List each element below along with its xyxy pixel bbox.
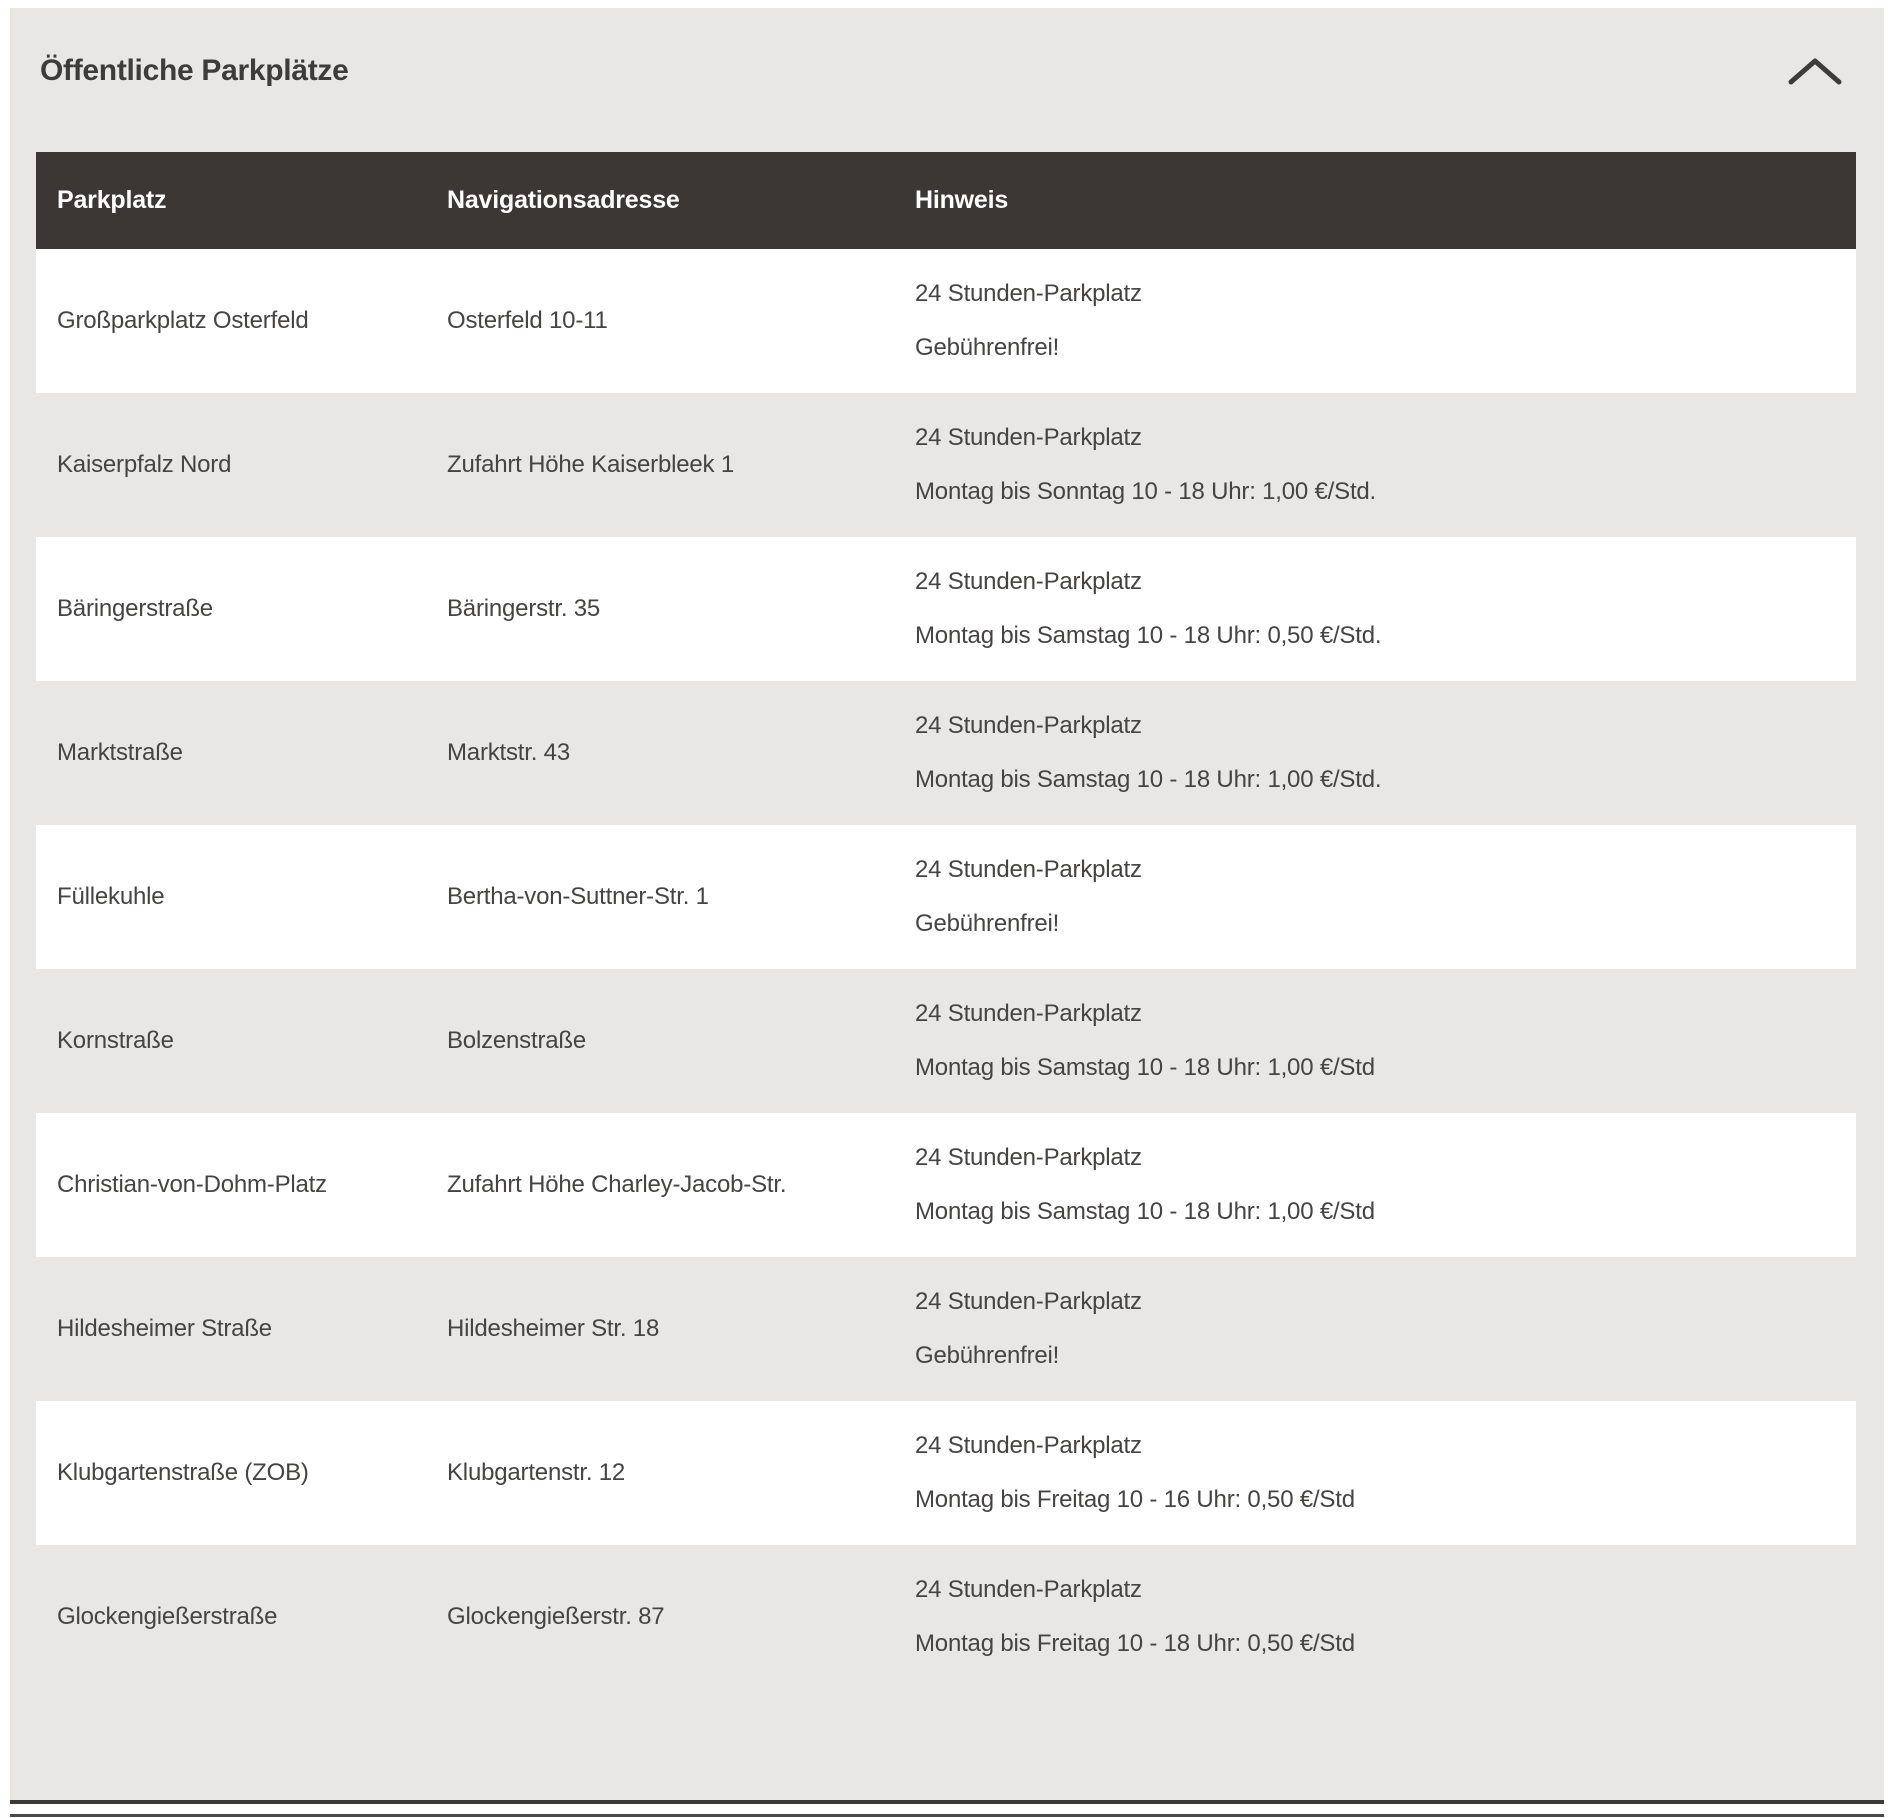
cell-navigationsadresse: Bäringerstr. 35 [447,595,601,622]
cell-parkplatz: Christian-von-Dohm-Platz [57,1171,327,1198]
hinweis-line: Montag bis Freitag 10 - 16 Uhr: 0,50 €/Std [915,1486,1355,1513]
parking-table [36,152,1856,1689]
cell-hinweis [894,681,1856,825]
hinweis-line: 24 Stunden-Parkplatz [915,712,1142,739]
cell-navigationsadresse: Zufahrt Höhe Kaiserbleek 1 [447,451,734,478]
table-row [36,825,1856,969]
cell-hinweis [894,1401,1856,1545]
table-row [36,1545,1856,1689]
cell-hinweis [894,1257,1856,1401]
cell-hinweis [894,969,1856,1113]
hinweis-line: Gebührenfrei! [915,910,1060,937]
cell-hinweis [894,249,1856,393]
hinweis-line: Montag bis Samstag 10 - 18 Uhr: 1,00 €/Std [915,1054,1375,1081]
table-row [36,1113,1856,1257]
column-header-parkplatz: Parkplatz [36,152,426,249]
parking-table-wrapper [36,152,1856,1689]
hinweis-line: Montag bis Freitag 10 - 18 Uhr: 0,50 €/Std [915,1630,1355,1657]
hinweis-line: 24 Stunden-Parkplatz [915,1432,1142,1459]
hinweis-line: 24 Stunden-Parkplatz [915,1144,1142,1171]
hinweis-line: 24 Stunden-Parkplatz [915,280,1142,307]
hinweis-line: Montag bis Samstag 10 - 18 Uhr: 1,00 €/Std. [915,766,1382,793]
hinweis-line: 24 Stunden-Parkplatz [915,424,1142,451]
table-row [36,969,1856,1113]
hinweis-line: Montag bis Sonntag 10 - 18 Uhr: 1,00 €/Std. [915,478,1377,505]
cell-hinweis [894,1113,1856,1257]
cell-hinweis [894,1545,1856,1689]
panel-title: Öffentliche Parkplätze [40,54,349,87]
parking-accordion-panel [10,8,1884,1804]
cell-navigationsadresse: Bolzenstraße [447,1027,586,1054]
table-row [36,1401,1856,1545]
cell-parkplatz: Kornstraße [57,1027,174,1054]
accordion-header[interactable] [10,8,1884,88]
hinweis-line: Gebührenfrei! [915,1342,1060,1369]
table-row [36,537,1856,681]
cell-navigationsadresse: Hildesheimer Str. 18 [447,1315,660,1342]
cell-navigationsadresse: Klubgartenstr. 12 [447,1459,626,1486]
hinweis-line: Montag bis Samstag 10 - 18 Uhr: 1,00 €/Std [915,1198,1375,1225]
cell-navigationsadresse: Glockengießerstr. 87 [447,1603,665,1630]
chevron-up-icon [1786,76,1844,91]
cell-navigationsadresse: Zufahrt Höhe Charley-Jacob-Str. [447,1171,787,1198]
table-row [36,393,1856,537]
table-row [36,1257,1856,1401]
cell-parkplatz: Hildesheimer Straße [57,1315,272,1342]
cell-hinweis [894,825,1856,969]
hinweis-line: Montag bis Samstag 10 - 18 Uhr: 0,50 €/Std. [915,622,1382,649]
table-header-row [36,152,1856,249]
cell-parkplatz: Marktstraße [57,739,183,766]
cell-navigationsadresse: Osterfeld 10-11 [447,307,608,334]
column-header-navigationsadresse: Navigationsadresse [426,152,894,249]
cell-parkplatz: Großparkplatz Osterfeld [57,307,309,334]
cell-parkplatz: Glockengießerstraße [57,1603,278,1630]
cell-parkplatz: Füllekuhle [57,883,165,910]
cell-navigationsadresse: Marktstr. 43 [447,739,570,766]
cell-parkplatz: Bäringerstraße [57,595,213,622]
hinweis-line: 24 Stunden-Parkplatz [915,856,1142,883]
hinweis-line: 24 Stunden-Parkplatz [915,1288,1142,1315]
column-header-hinweis: Hinweis [894,152,1856,249]
table-body [36,249,1856,1689]
table-row [36,681,1856,825]
hinweis-line: 24 Stunden-Parkplatz [915,568,1142,595]
hinweis-line: 24 Stunden-Parkplatz [915,1000,1142,1027]
table-row [36,249,1856,393]
collapse-button[interactable] [1786,54,1844,88]
hinweis-line: Gebührenfrei! [915,334,1060,361]
cell-hinweis [894,393,1856,537]
hinweis-line: 24 Stunden-Parkplatz [915,1576,1142,1603]
cell-navigationsadresse: Bertha-von-Suttner-Str. 1 [447,883,709,910]
cell-parkplatz: Kaiserpfalz Nord [57,451,232,478]
cell-parkplatz: Klubgartenstraße (ZOB) [57,1459,309,1486]
section-divider [10,1814,1884,1817]
cell-hinweis [894,537,1856,681]
